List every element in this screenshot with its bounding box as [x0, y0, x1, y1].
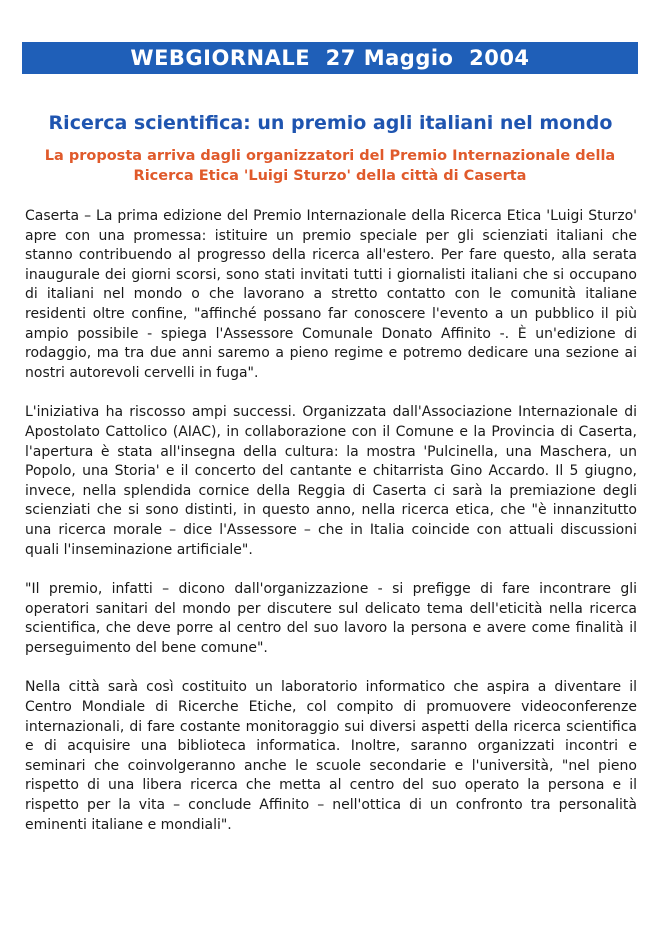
article-subheadline: La proposta arriva dagli organizzatori del Premio Internazionale della Ricerca Etica 'Luigi Sturzo' della città di Caserta	[44, 148, 616, 184]
article-paragraph: Nella città sarà così costituito un laboratorio informatico che aspira a diventare il Centro Mondiale di Ricerche Etiche, col compito di promuovere videoconferenze internazionali, di fare costante monitoraggio sui diversi aspetti della ricerca scientifica e di acquisire una biblioteca informatica. Inoltre, saranno organizzati incontri e seminari che coinvolgeranno anche le scuole secondarie e l'università, "nel pieno rispetto di una libera ricerca che metta al centro del suo operato la persona e il rispetto per la vita – conclude Affinito – nell'ottica di un confronto tra personalità eminenti italiane e mondiali".	[25, 679, 637, 833]
article-body	[25, 207, 637, 855]
masthead-banner	[22, 42, 638, 74]
article-paragraph: Caserta – La prima edizione del Premio Internazionale della Ricerca Etica 'Luigi Sturzo' apre con una promessa: istituire un premio speciale per gli scienziati italiani che stanno contribuendo al progresso della ricerca all'estero. Per fare questo, alla serata inaugurale dei giorni scorsi, sono stati invitati tutti i giornalisti italiani che si occupano di italiani nel mondo o che lavorano a stretto contatto con le comunità italiane residenti oltre confine, "affinché possano far conoscere l'evento a un pubblico il più ampio possibile - spiega l'Assessore Comunale Donato Affinito -. È un'edizione di rodaggio, ma tra due anni saremo a pieno regime e potremo dedicare una sezione ai nostri autorevoli cervelli in fuga".	[25, 208, 637, 381]
masthead-title: WEBGIORNALE 27 Maggio 2004	[130, 46, 530, 70]
article-headline: Ricerca scientifica: un premio agli italiani nel mondo	[48, 112, 613, 134]
article-paragraph: L'iniziativa ha riscosso ampi successi. Organizzata dall'Associazione Internazionale di Apostolato Cattolico (AIAC), in collaborazione con il Comune e la Provincia di Caserta, l'apertura è stata all'insegna della cultura: la mostra 'Pulcinella, una Maschera, un Popolo, una Storia' e il concerto del cantante e chitarrista Gino Accardo. Il 5 giugno, invece, nella splendida cornice della Reggia di Caserta ci sarà la premiazione degli scienziati che si sono distinti, in questo anno, nella ricerca etica, che "è innanzitutto una ricerca morale – dice l'Assessore – che in Italia coincide con attuali discussioni quali l'inseminazione artificiale".	[25, 404, 637, 558]
article-paragraph: "Il premio, infatti – dicono dall'organizzazione - si prefigge di fare incontrare gli operatori sanitari del mondo per discutere sul delicato tema dell'eticità nella ricerca scientifica, che deve porre al centro del suo lavoro la persona e avere come finalità il perseguimento del bene comune".	[25, 581, 637, 656]
